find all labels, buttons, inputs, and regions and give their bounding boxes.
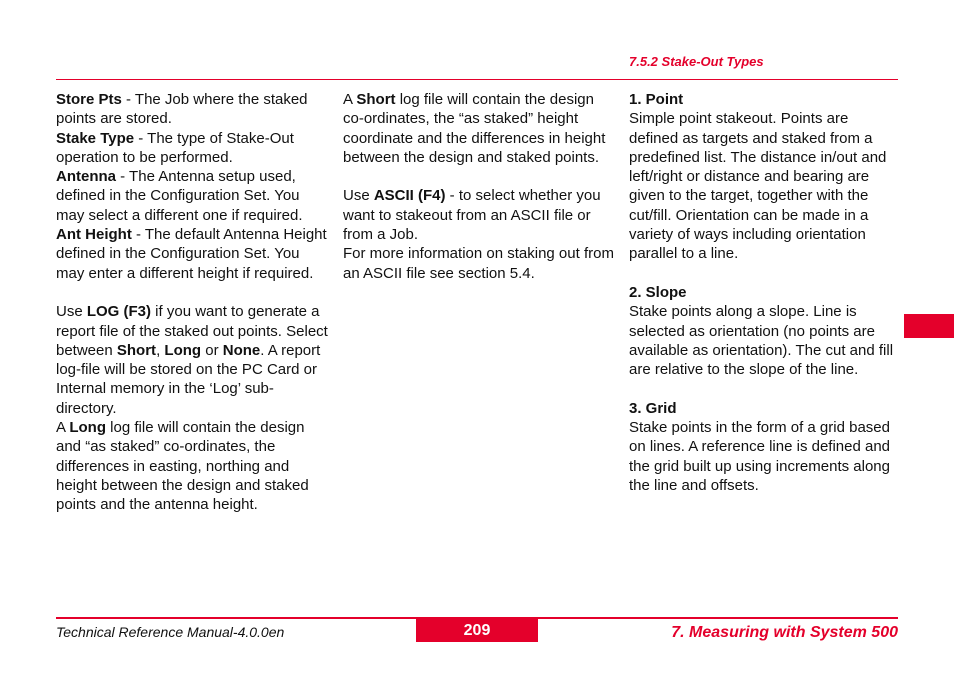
point-text: Simple point stakeout. Points are defined as targets and staked from a predefined list. The distance in/out and left/right or distance and bearing are given to the target, together with the cut/fill. Orientation can be made in a variety of ways including orientation parallel to a line. [629,110,887,263]
short-text: log file will contain the design co-ordinates, the “as staked” height coordinate and the differences in height between the design and staked points. [343,91,606,166]
option-long: Long [164,341,202,359]
column-2 [343,90,615,283]
page-number: 209 [416,619,538,642]
antenna-term: Antenna [56,168,116,186]
long-text: log file will contain the design and “as staked” co-ordinates, the differences in easting, northing and height between the design and staked points and the antenna height. [56,419,309,514]
ant-height-term: Ant Height [56,226,132,244]
slope-heading: 2. Slope [629,283,687,301]
column-1 [56,90,331,515]
long-term: Long [69,419,107,437]
chapter-title: 7. Measuring with System 500 [671,624,898,641]
ascii-intro: Use [343,187,374,205]
log-key: LOG (F3) [86,303,152,321]
store-pts-text: - The Job where the staked points are stored. [56,91,308,128]
log-paragraph [56,302,331,418]
antenna-text: - The Antenna setup used, defined in the Configuration Set. You may select a different one if required. [56,168,303,224]
manual-title: Technical Reference Manual-4.0.0en [56,624,285,640]
more-info-paragraph: For more information on staking out from an ASCII file see section 5.4. [343,245,614,282]
short-term: Short [356,91,396,108]
stake-type-text: - The type of Stake-Out operation to be performed. [56,129,294,166]
log-intro: Use [56,303,87,321]
column-3 [629,90,901,495]
option-short: Short [116,341,157,359]
ascii-paragraph [343,186,615,244]
ant-height-text: - The default Antenna Height defined in the Configuration Set. You may enter a different height if required. [56,226,327,282]
ascii-text: - to select whether you want to stakeout from an ASCII file or from a Job. [343,187,601,244]
stake-type-term: Stake Type [56,129,135,147]
stake-type-paragraph [56,129,331,168]
short-a: A [343,91,357,108]
antenna-paragraph [56,167,331,225]
long-log-paragraph [56,418,331,514]
option-or: or [201,341,223,359]
chapter-tab-marker [904,314,954,338]
header-rule [56,79,898,80]
ascii-key: ASCII (F4) [373,187,446,205]
section-title: 7.5.2 Stake-Out Types [629,54,764,69]
long-a: A [56,419,70,437]
ant-height-paragraph [56,225,331,283]
point-heading: 1. Point [629,91,684,108]
option-comma: , [156,341,165,359]
option-none: None [222,341,261,359]
grid-text: Stake points in the form of a grid based on lines. A reference line is defined and the grid built up using increments along the line and offsets. [629,419,891,494]
store-pts-paragraph [56,90,331,129]
grid-heading: 3. Grid [629,399,677,417]
log-text-2: . A report log-file will be stored on the PC Card or Internal memory in the ‘Log’ sub-directory. [56,341,321,417]
slope-text: Stake points along a slope. Line is selected as orientation (no points are available as orientation). The cut and fill are relative to the slope of the line. [629,303,894,379]
store-pts-term: Store Pts [56,91,122,108]
short-log-paragraph [343,90,615,167]
log-text-1: if you want to generate a report file of the staked out points. Select between [56,303,328,359]
